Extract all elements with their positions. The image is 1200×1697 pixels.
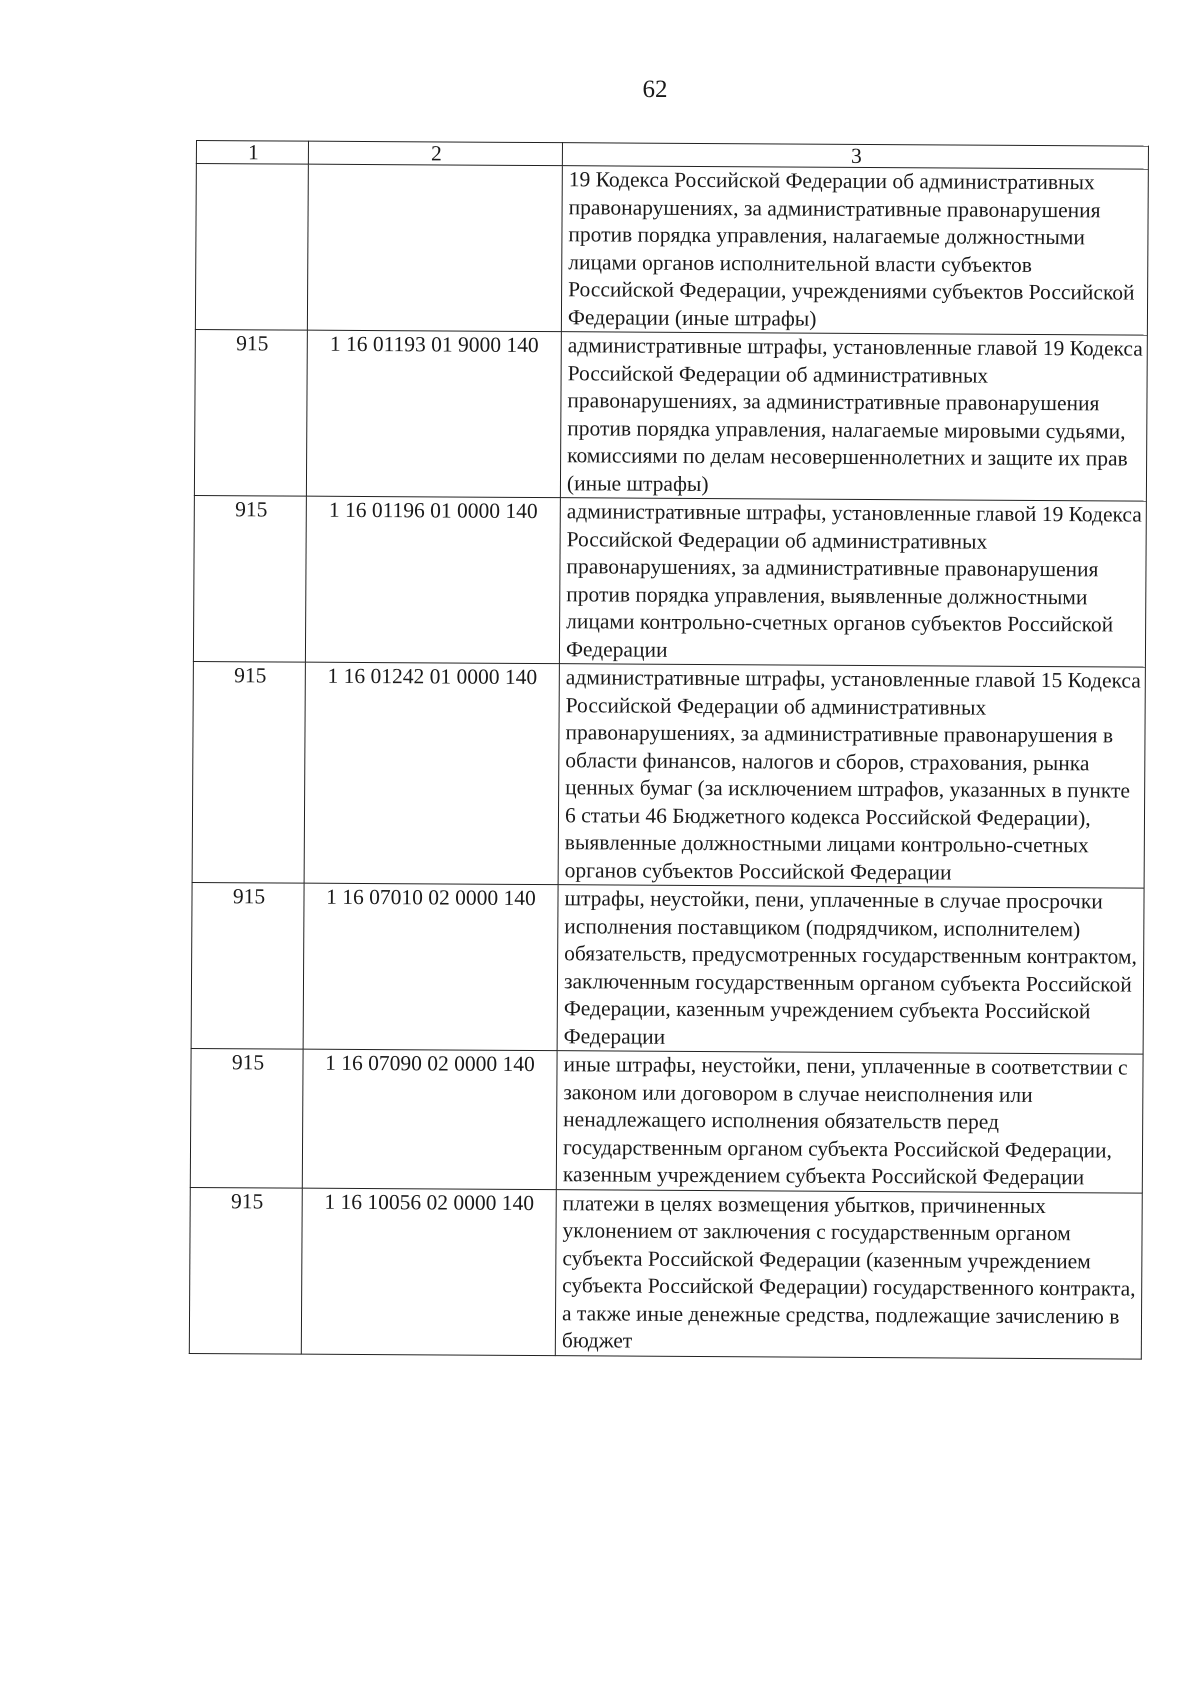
admin-code-cell: 915 bbox=[193, 495, 306, 662]
revenue-code-cell: 1 16 07010 02 0000 140 bbox=[303, 883, 558, 1051]
revenue-name-cell: административные штрафы, установленные главой 15 Кодекса Российской Федерации об административных правонарушениях, за административные правонарушения в области финансов, налогов и сборов, страхования, рынка ценных бумаг (за исключением штрафов, указанных в пункте 6 статьи 46 Бюджетного кодекса Российской Федерации), выявленные должностными лицами контрольно-счетных органов субъектов Российской Федерации bbox=[558, 664, 1145, 888]
revenue-name-cell: платежи в целях возмещения убытков, причиненных уклонением от заключения с государственным органом субъекта Российской Федерации (казенным учреждением субъекта Российской Федерации) государственного контракта, а также иные денежные средства, подлежащие зачислению в бюджет bbox=[555, 1189, 1142, 1358]
admin-code-cell: 915 bbox=[189, 1187, 302, 1354]
admin-code-cell: 915 bbox=[191, 882, 304, 1049]
revenue-code-cell: 1 16 01193 01 9000 140 bbox=[306, 330, 561, 498]
admin-code-cell: 915 bbox=[192, 661, 305, 883]
column-header-2: 2 bbox=[308, 141, 562, 166]
revenue-codes-table bbox=[189, 140, 1149, 1359]
admin-code-cell bbox=[195, 164, 308, 331]
admin-code-cell: 915 bbox=[190, 1048, 303, 1187]
revenue-name-cell: 19 Кодекса Российской Федерации об административных правонарушениях, за административные правонарушения против порядка управления, налагаемые должностными лицами органов исполнительной власти субъектов Российской Федерации, учреждениями субъектов Российской Федерации (иные штрафы) bbox=[561, 166, 1148, 335]
column-header-1: 1 bbox=[196, 141, 308, 165]
table-row bbox=[191, 882, 1144, 1054]
column-header-3: 3 bbox=[562, 143, 1148, 169]
revenue-code-cell: 1 16 07090 02 0000 140 bbox=[302, 1049, 557, 1189]
table-row bbox=[194, 329, 1147, 501]
page-number: 62 bbox=[642, 76, 668, 103]
revenue-code-cell bbox=[307, 164, 562, 332]
revenue-code-cell: 1 16 10056 02 0000 140 bbox=[301, 1188, 556, 1356]
admin-code-cell: 915 bbox=[194, 329, 307, 496]
revenue-name-cell: иные штрафы, неустойки, пени, уплаченные в соответствии с законом или договором в случае неисполнения или ненадлежащего исполнения обязательств перед государственным органом субъекта Российской Федерации, казенным учреждением субъекта Российской Федерации bbox=[556, 1051, 1143, 1193]
revenue-name-cell: административные штрафы, установленные главой 19 Кодекса Российской Федерации об административных правонарушениях, за административные правонарушения против порядка управления, налагаемые мировыми судьями, комиссиями по делам несовершеннолетних и защите их прав (иные штрафы) bbox=[560, 332, 1147, 501]
table-row bbox=[192, 661, 1145, 888]
revenue-code-cell: 1 16 01196 01 0000 140 bbox=[305, 496, 560, 664]
revenue-name-cell: административные штрафы, установленные главой 19 Кодекса Российской Федерации об административных правонарушениях, за административные правонарушения против порядка управления, выявленные должностными лицами контрольно-счетных органов субъектов Российской Федерации bbox=[559, 498, 1146, 667]
table-row bbox=[189, 1187, 1142, 1359]
table-row bbox=[190, 1048, 1143, 1192]
revenue-name-cell: штрафы, неустойки, пени, уплаченные в случае просрочки исполнения поставщиком (подрядчиком, исполнителем) обязательств, предусмотренных государственным контрактом, заключенным государственным органом субъекта Российской Федерации, казенным учреждением субъекта Российской Федерации bbox=[557, 885, 1144, 1054]
table-row bbox=[195, 164, 1148, 336]
table-row bbox=[193, 495, 1146, 667]
revenue-code-cell: 1 16 01242 01 0000 140 bbox=[304, 662, 559, 885]
